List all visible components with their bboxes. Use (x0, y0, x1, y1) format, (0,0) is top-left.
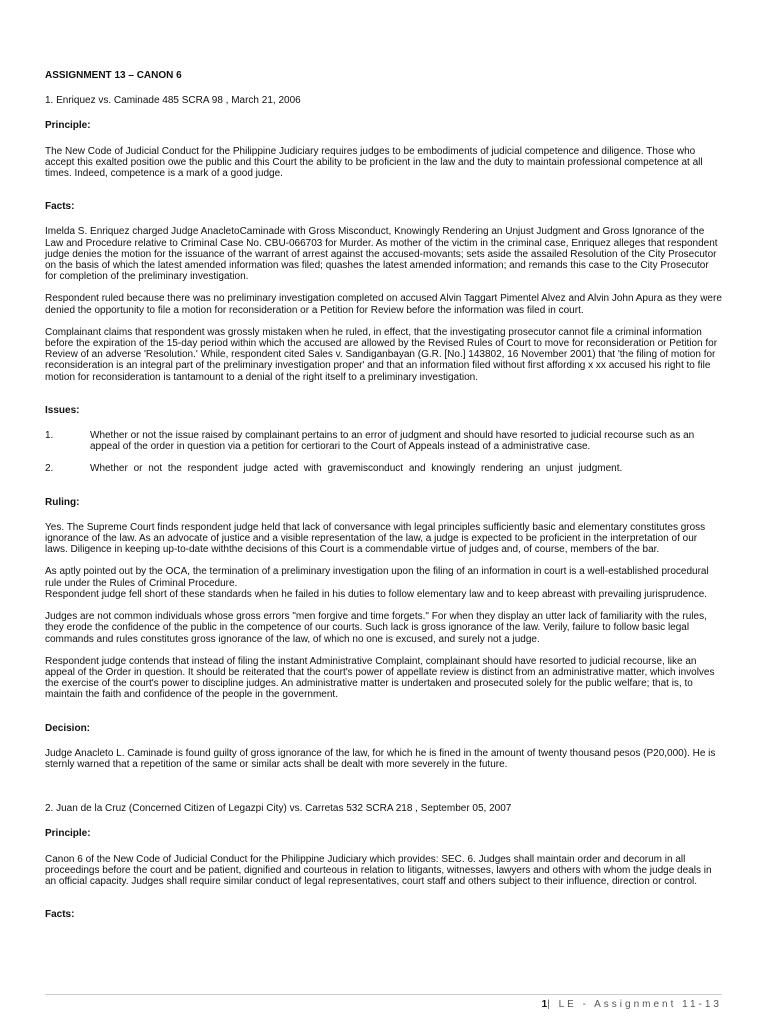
case-1-decision-heading: Decision: (45, 722, 91, 734)
case-1-ruling-paragraph: Judges are not common individuals whose gross errors "men forgive and time forgets." For when they display an utter lack of familiarity with the rules, they erode the confidence of the public in the competence of our courts. Such lack is gross ignorance of the law. Verily, failure to follow basic legal commands and rules constitutes gross ignorance of the law, of which no one is excused, and surely not a judge. (45, 611, 707, 645)
case-1-principle-heading: Principle: (45, 120, 91, 132)
case-2-citation: 2. Juan de la Cruz (Concerned Citizen of Legazpi City) vs. Carretas 532 SCRA 218 , September 05, 2007 (45, 803, 512, 815)
page-footer (45, 994, 722, 1010)
case-1-citation: 1. Enriquez vs. Caminade 485 SCRA 98 , March 21, 2006 (45, 95, 301, 107)
issue-item (45, 463, 722, 474)
case-1-issues-heading: Issues: (45, 404, 80, 416)
case-1-facts-heading: Facts: (45, 201, 75, 213)
case-1-principle-text: The New Code of Judicial Conduct for the Philippine Judiciary requires judges to be embodiments of judicial competence and diligence. Those who accept this exalted position owe the public and this Court the ability to be proficient in the law and the duty to maintain professional competence at all times. Indeed, competence is a mark of a good judge. (45, 145, 703, 180)
case-1-ruling-paragraph: Yes. The Supreme Court finds respondent judge held that lack of conversance with legal principles sufficiently basic and elementary constitutes gross ignorance of the law. As an advocate of justice and a visible representation of the law, a judge is expected to be proficient in the interpretation of our laws. Diligence in keeping up-to-date withthe decisions of this Court is a commendable virtue of judges and, of course, members of the bar. (45, 521, 706, 556)
case-1-ruling-heading: Ruling: (45, 496, 80, 508)
case-1-facts-paragraph: Complainant claims that respondent was grossly mistaken when he ruled, in effect, that the investigating prosecutor cannot file a criminal information before the expiration of the 15-day period within which the accused are allowed by the Revised Rules of Court to move for reconsideration or Petition for Review of an adverse 'Resolution.' While, respondent cited Sales v. Sandiganbayan (G.R. [No.] 143802, 16 November 2001) that 'the filing of motion for reconsideration is an integral part of the preliminary investigation proper' and that an information filed without first affording x xx accused his right to file motion for reconsideration is tantamount to a denial of the right itself to a preliminary investigation. (45, 326, 718, 383)
issue-number: 1. (45, 430, 54, 442)
issue-number: 2. (45, 463, 54, 475)
case-1-ruling-paragraph: Respondent judge contends that instead of filing the instant Administrative Complaint, complainant should have resorted to judicial recourse, like an appeal of the Order in question. It should be reiterated that the court's power of appellate review is distinct from an administrative matter, which involves the exercise of the court's power to discipline judges. An administrative matter is undertaken and prosecuted solely for the public welfare; that is, to maintain the faith and confidence of the people in the government. (45, 655, 715, 701)
footer-label: | LE - Assignment 11-13 (547, 999, 722, 1010)
case-2-principle-heading: Principle: (45, 828, 91, 840)
page-title: ASSIGNMENT 13 – CANON 6 (45, 70, 182, 81)
case-2-facts-heading: Facts: (45, 909, 75, 921)
case-2-principle-text: Canon 6 of the New Code of Judicial Conduct for the Philippine Judiciary which provides: SEC. 6. Judges shall maintain order and decorum in all proceedings before the court and be patient, dignified and courteous in relation to litigants, witnesses, lawyers and others with whom the judge deals in an official capacity. Judges shall require similar conduct of legal representatives, court staff and others subject to their influence, direction or control. (45, 853, 712, 887)
case-1-facts-paragraph: Imelda S. Enriquez charged Judge AnacletoCaminade with Gross Misconduct, Knowingly Rendering an Unjust Judgment and Gross Ignorance of the Law and Procedure relative to Criminal Case No. CBU-066703 for Murder. As mother of the victim in the criminal case, Enriquez alleges that respondent judge denies the motion for the issuance of the warrant of arrest against the accused-movants; sets aside the assailed Resolution of the City Prosecutor on the basis of which the latest amended information was filed; quashes the latest amended information; and remands this case to the City Prosecutor for completion of the preliminary investigation. (45, 226, 718, 283)
case-1-ruling-paragraph: Respondent judge fell short of these standards when he failed in his duties to follow elementary law and to keep abreast with prevailing jurisprudence. (45, 588, 708, 600)
case-1-ruling-paragraph: As aptly pointed out by the OCA, the termination of a preliminary investigation upon the filing of an information in court is a well-established procedural rule under the Rules of Criminal Procedure. (45, 566, 709, 589)
page-number: 1 (541, 999, 548, 1010)
issue-text: Whether or not the respondent judge acted with gravemisconduct and knowingly rendering an unjust judgment. (90, 463, 623, 475)
case-1-decision-text: Judge Anacleto L. Caminade is found guilty of gross ignorance of the law, for which he is fined in the amount of twenty thousand pesos (P20,000). He is sternly warned that a repetition of the same or similar acts shall be dealt with more severely in the future. (45, 747, 716, 770)
issue-text: Whether or not the issue raised by complainant pertains to an error of judgment and should have resorted to judicial recourse such as an appeal of the order in question via a petition for certiorari to the Court of Appeals instead of a administrative case. (90, 430, 695, 453)
issue-item (45, 430, 722, 452)
case-1-facts-paragraph: Respondent ruled because there was no preliminary investigation completed on accused Alvin Taggart Pimentel Alvez and Alvin John Apura as they were denied the opportunity to file a motion for reconsideration or a Petition for Review before the information was filed in court. (45, 293, 722, 316)
